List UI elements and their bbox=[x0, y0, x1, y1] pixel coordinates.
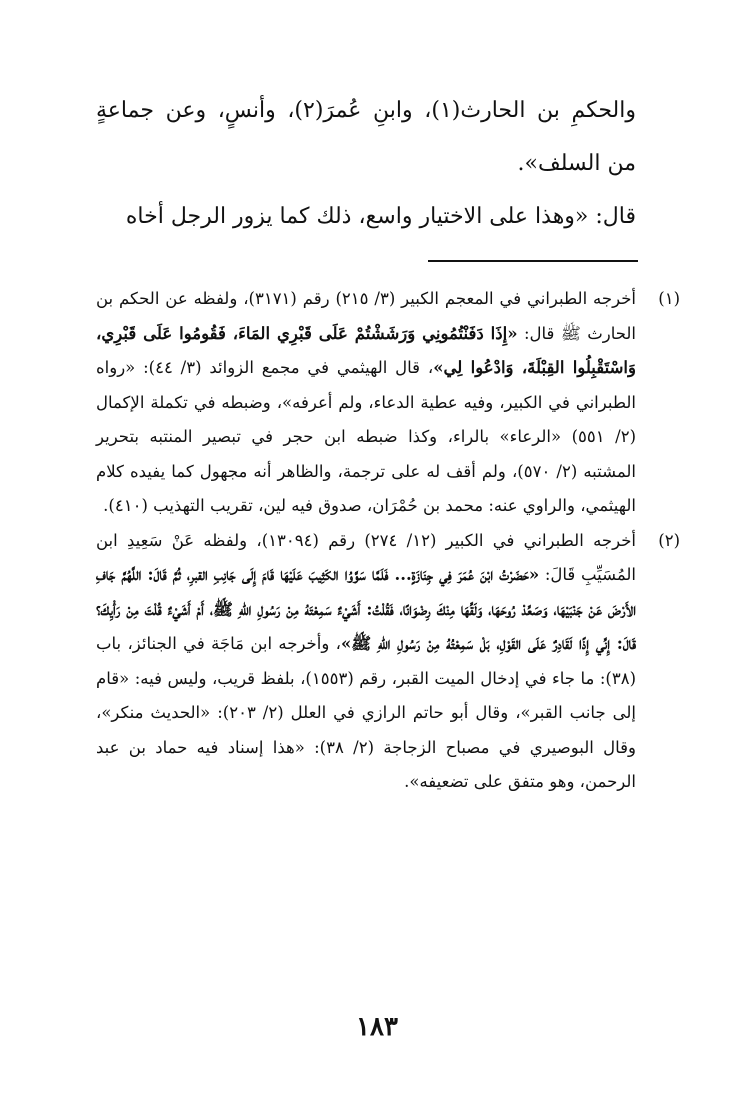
page-number: ١٨٣ bbox=[356, 1012, 398, 1042]
main-paragraph: قال: «وهذا على الاختيار واسع، ذلك كما يزور الرجل أخاه bbox=[125, 204, 636, 229]
footnote-text-after: ، قال الهيثمي في مجمع الزوائد (٣/ ٤٤): «رواه الطبراني في الكبير، وفيه عطية الدعاء، ولم أعرفه»، وضبطه في تكملة الإكمال (٢/ ٥٥١) «الرعاء» بالراء، وكذا ضبطه ابن حجر في تبصير المنتبه بتحرير المشتبه (٢/ ٥٧٠)، ولم أقف له على ترجمة، والظاهر أنه مجهول كما يفيده كلام الهيثمي، والراوي عنه: محمد بن حُمْرَان، صدوق فيه لين، تقريب التهذيب (٤١٠). bbox=[96, 358, 637, 515]
footnote-text bbox=[96, 524, 636, 800]
footnotes bbox=[96, 282, 680, 800]
footnote-number: (١) bbox=[658, 289, 680, 308]
footnote-1 bbox=[96, 282, 680, 524]
footnote-text-before: أخرجه الطبراني في المعجم الكبير (٣/ ٢١٥) رقم (٣١٧١)، ولفظه عن الحكم بن الحارث ﷺ قال: bbox=[96, 289, 636, 343]
footnote-number: (٢) bbox=[658, 530, 680, 550]
footnote-text-before: أخرجه الطبراني في الكبير (١٢/ ٢٧٤) رقم (١٣٠٩٤)، ولفظه عَنْ سَعِيدِ ابن المُسَيِّبِ قَالَ: bbox=[96, 530, 637, 584]
footnote-text bbox=[96, 282, 636, 524]
footnote-text-after: ، وأخرجه ابن مَاجَة في الجنائز، باب (٣٨): ما جاء في إدخال الميت القبر، رقم (١٥٥٣)، بلفظ قريب، وليس فيه: «قام إلى جانب القبر»، وقال أبو حاتم الرازي في العلل (٢/ ٢٠٣): «الحديث منكر»، وقال البوصيري في مصباح الزجاجة (٢/ ٣٨): «هذا إسناد فيه حماد بن عبد الرحمن، وهو متفق على تضعيفه». bbox=[96, 634, 636, 791]
hadith-quote: «حَضَرْتُ ابْنَ عُمَرَ فِي جِنَازَةٍ... فَلَمَّا سَوَّوُا الكَثِيبَ عَلَيْهَا قَامَ إِلَى جَانِبِ القبرِ، ثُمَّ قَالَ: اللَّهُمَّ جَافِ الأَرْضَ عَنْ جَنْبَيْهَا، وَصَعِّدْ رُوحَهَا، وَلَقِّهَا مِنْكَ رِضْوَانًا، فَقُلْتُ: أَشَيْءٌ سَمِعْتَهُ مِنْ رَسُولِ اللهِ ﷺ، أَمْ أَشَيْءٌ قُلْتَ مِنْ رَأْيِكَ؟ قَالَ: إِنِّي إِذًا لَقَادِرٌ عَلَى القَوْلِ، بَلْ سَمِعْتُهُ مِنْ رَسُولِ اللهِ ﷺ» bbox=[96, 565, 636, 653]
main-paragraph: والحكمِ بن الحارث(١)، وابنِ عُمرَ(٢)، وأنسٍ، وعن جماعةٍ من السلف». bbox=[96, 98, 636, 176]
footnote-2 bbox=[96, 524, 680, 800]
main-text bbox=[96, 84, 636, 243]
hadith-quote: «إِذَا دَفَنْتُمُونِي وَرَشَشْتُمْ عَلَى قَبْرِي المَاءَ، فَقُومُوا عَلَى قَبْرِي، وَاسْتَقْبِلُوا القِبْلَةَ، وَادْعُوا لِي» bbox=[96, 323, 636, 377]
footnote-divider bbox=[428, 260, 638, 262]
